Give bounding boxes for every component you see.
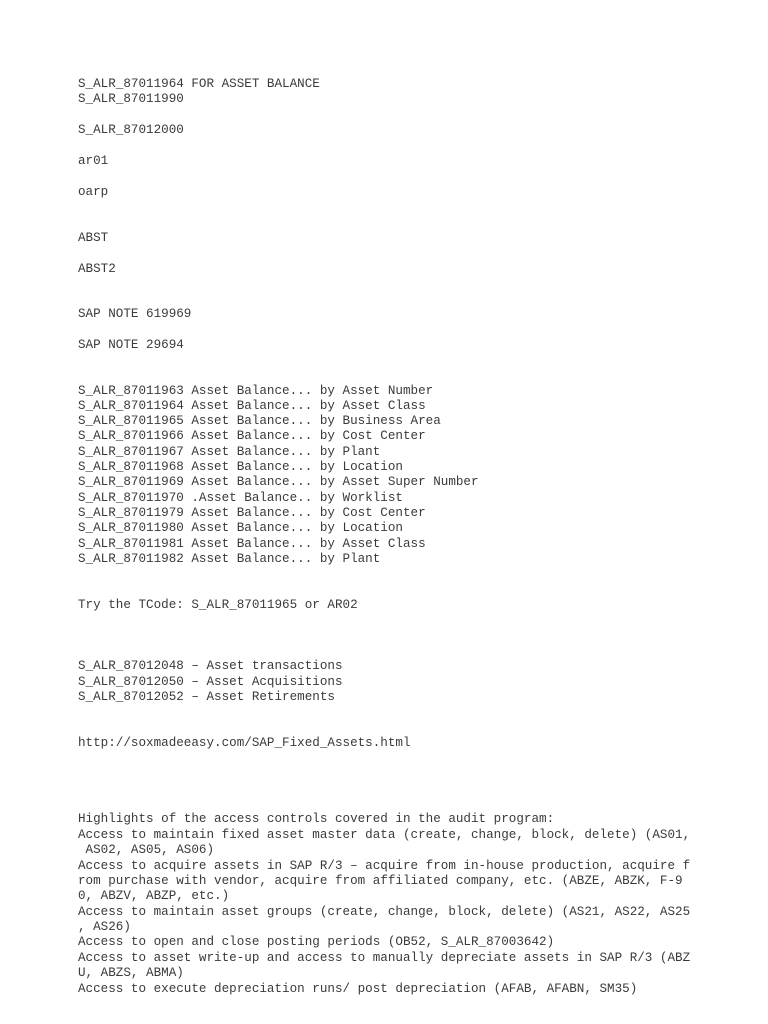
- text-line: ABST2: [78, 262, 116, 276]
- highlight-line: Access to acquire assets in SAP R/3 – acquire from in-house production, acquire f: [78, 859, 691, 873]
- highlight-line: U, ABZS, ABMA): [78, 966, 184, 980]
- tcode-tip: Try the TCode: S_ALR_87011965 or AR02: [78, 598, 358, 612]
- report-line: S_ALR_87011966 Asset Balance... by Cost Center: [78, 429, 426, 443]
- highlight-line: 0, ABZV, ABZP, etc.): [78, 889, 230, 903]
- report-line: S_ALR_87011963 Asset Balance... by Asset Number: [78, 384, 434, 398]
- highlight-line: Access to execute depreciation runs/ post depreciation (AFAB, AFABN, SM35): [78, 982, 638, 996]
- report-line: S_ALR_87011965 Asset Balance... by Business Area: [78, 414, 441, 428]
- report-line: S_ALR_87011967 Asset Balance... by Plant: [78, 445, 381, 459]
- report-line: S_ALR_87011980 Asset Balance... by Location: [78, 521, 403, 535]
- report-line: S_ALR_87011970 .Asset Balance.. by Worklist: [78, 491, 403, 505]
- text-line: oarp: [78, 185, 109, 199]
- report-line: S_ALR_87011982 Asset Balance... by Plant: [78, 552, 381, 566]
- transaction-report-line: S_ALR_87012052 – Asset Retirements: [78, 690, 335, 704]
- highlight-line: Access to asset write-up and access to manually depreciate assets in SAP R/3 (ABZ: [78, 951, 691, 965]
- highlights-heading: Highlights of the access controls covered in the audit program:: [78, 812, 555, 826]
- text-line: S_ALR_87011990: [78, 92, 184, 106]
- report-line: S_ALR_87011964 Asset Balance... by Asset Class: [78, 399, 426, 413]
- transaction-report-line: S_ALR_87012048 – Asset transactions: [78, 659, 343, 673]
- highlight-line: , AS26): [78, 920, 131, 934]
- highlight-line: Access to open and close posting periods (OB52, S_ALR_87003642): [78, 935, 555, 949]
- text-line: ABST: [78, 231, 109, 245]
- report-line: S_ALR_87011981 Asset Balance... by Asset Class: [78, 537, 426, 551]
- sap-note-line: SAP NOTE 619969: [78, 307, 192, 321]
- highlight-line: Access to maintain asset groups (create, change, block, delete) (AS21, AS22, AS25: [78, 905, 691, 919]
- text-line: S_ALR_87011964 FOR ASSET BALANCE: [78, 77, 320, 91]
- highlight-line: rom purchase with vendor, acquire from affiliated company, etc. (ABZE, ABZK, F-9: [78, 874, 683, 888]
- highlight-line: AS02, AS05, AS06): [78, 843, 215, 857]
- sap-note-line: SAP NOTE 29694: [78, 338, 184, 352]
- transaction-report-line: S_ALR_87012050 – Asset Acquisitions: [78, 675, 343, 689]
- report-line: S_ALR_87011979 Asset Balance... by Cost Center: [78, 506, 426, 520]
- reference-url: http://soxmadeeasy.com/SAP_Fixed_Assets.html: [78, 736, 411, 750]
- text-line: S_ALR_87012000: [78, 123, 184, 137]
- highlight-line: Access to maintain fixed asset master data (create, change, block, delete) (AS01,: [78, 828, 691, 842]
- report-line: S_ALR_87011969 Asset Balance... by Asset Super Number: [78, 475, 479, 489]
- report-line: S_ALR_87011968 Asset Balance... by Location: [78, 460, 403, 474]
- text-line: ar01: [78, 154, 109, 168]
